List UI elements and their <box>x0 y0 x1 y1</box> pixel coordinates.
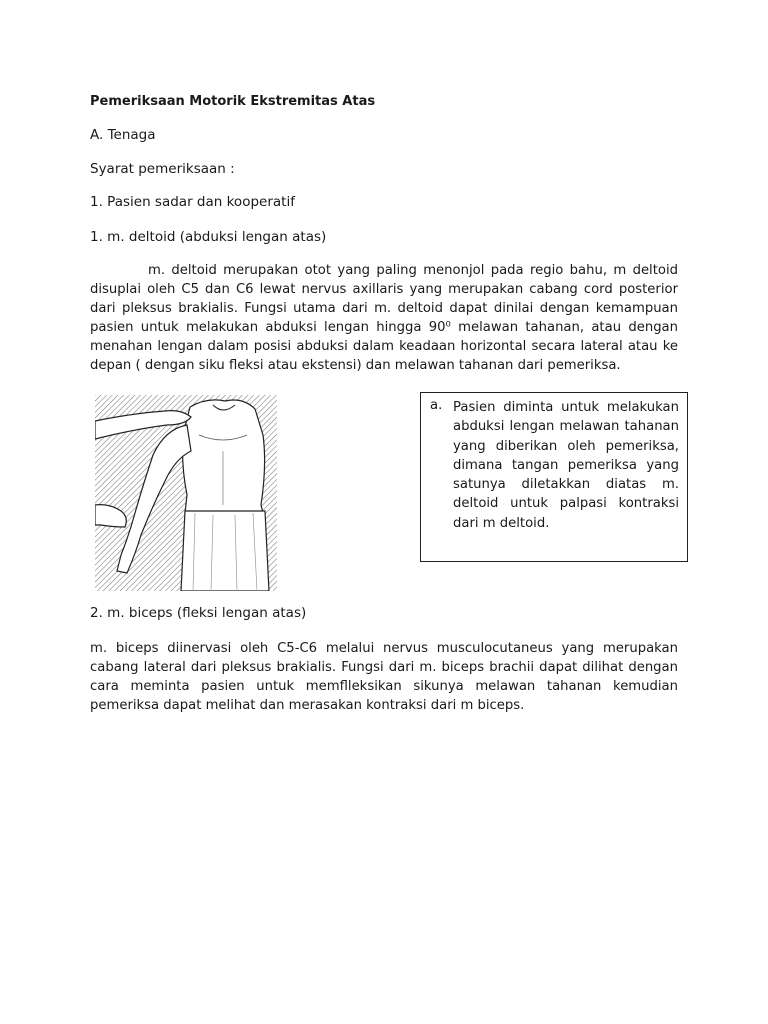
biceps-paragraph: m. biceps diinervasi oleh C5-C6 melalui nervus musculocutaneus yang merupakan cabang lateral dari pleksus brakialis. Fungsi dari m. biceps brachii dapat dilihat dengan cara meminta pasien untuk memflleksikan sikunya melawan tahanan kemudian pemeriksa dapat melihat dan merasakan kontraksi dari m biceps. <box>90 641 678 713</box>
deltoid-heading: 1. m. deltoid (abduksi lengan atas) <box>90 229 327 245</box>
note-list-marker: a. <box>430 398 443 413</box>
biceps-heading: 2. m. biceps (fleksi lengan atas) <box>90 605 307 621</box>
deltoid-paragraph: m. deltoid merupakan otot yang paling menonjol pada regio bahu, m deltoid disuplai oleh C5 dan C6 lewat nervus axillaris yang merupakan cabang cord posterior dari pleksus brakialis. Fungsi utama dari m. deltoid dapat dinilai dengan kemampuan pasien untuk melakukan abduksi lengan hingga 90⁰ melawan tahanan, atau dengan menahan lengan dalam posisi abduksi dalam keadaan horizontal secara lateral atau ke depan ( dengan siku fleksi atau ekstensi) dan melawan tahanan dari pemeriksa. <box>90 263 678 373</box>
deltoid-note-text: Pasien diminta untuk melakukan abduksi lengan melawan tahanan yang diberikan oleh pemeriksa, dimana tangan pemeriksa yang satunya diletakkan diatas m. deltoid untuk palpasi kontraksi dari m deltoid. <box>453 400 679 531</box>
deltoid-exam-illustration <box>95 395 277 591</box>
syarat-heading: Syarat pemeriksaan : <box>90 161 235 177</box>
section-a-heading: A. Tenaga <box>90 127 156 143</box>
deltoid-note-box <box>420 392 688 562</box>
syarat-list-item: 1. Pasien sadar dan kooperatif <box>90 194 295 210</box>
document-title: Pemeriksaan Motorik Ekstremitas Atas <box>90 94 376 109</box>
